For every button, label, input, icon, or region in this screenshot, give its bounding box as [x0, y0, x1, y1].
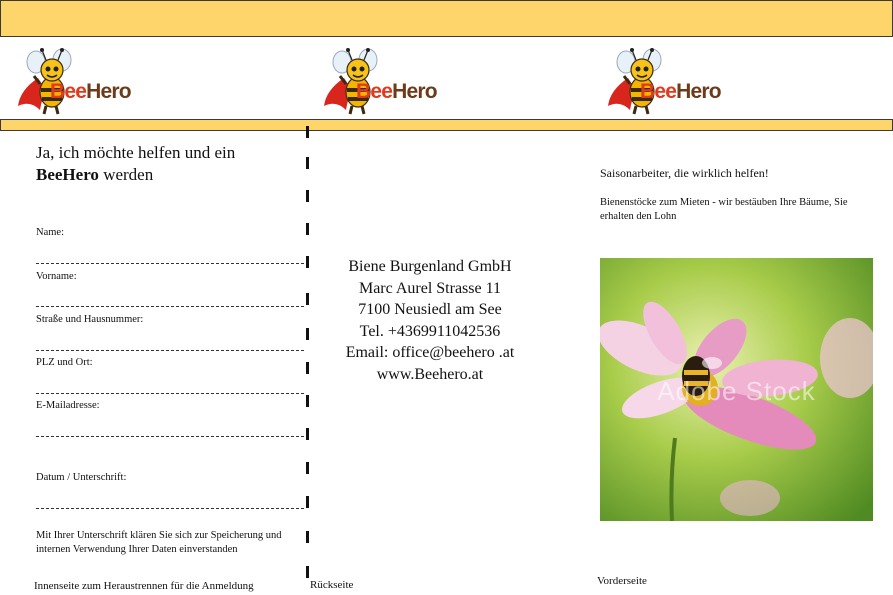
vorname-field-label: Vorname: — [36, 271, 77, 282]
company-name: Biene Burgenland GmbH — [348, 258, 512, 275]
website: www.Beehero.at — [376, 365, 484, 383]
beehero-logo — [322, 40, 462, 118]
plz-field-label: PLZ und Ort: — [36, 357, 93, 368]
bee-mascot-icon — [606, 40, 686, 118]
email-field-label: E-Mailadresse: — [36, 400, 100, 411]
consent-text: Mit Ihrer Unterschrift klären Sie sich zur Speicherung und internen Verwendung Ihrer Daten einverstanden — [36, 530, 282, 555]
street: Marc Aurel Strasse 11 — [358, 279, 502, 297]
middle-yellow-band — [0, 119, 893, 131]
signature-field-label: Datum / Unterschrift: — [36, 472, 127, 483]
slogan: Saisonarbeiter, die wirklich helfen! — [600, 166, 769, 180]
email: Email: office@beehero .at — [345, 344, 515, 362]
logo-wordmark: BeeHero — [50, 80, 131, 103]
vorname-field-line[interactable] — [36, 306, 304, 307]
city: 7100 Neusiedl am See — [358, 301, 502, 319]
right-panel-footer: Vorderseite — [597, 575, 647, 587]
middle-panel-footer: Rückseite — [310, 579, 354, 591]
logo-wordmark: BeeHero — [356, 80, 437, 103]
beehero-logo — [606, 40, 746, 118]
name-field-label: Name: — [36, 227, 64, 238]
email-field-line[interactable] — [36, 436, 304, 437]
signup-title: Ja, ich möchte helfen und ein BeeHero werden — [36, 143, 236, 184]
top-yellow-band — [0, 0, 893, 37]
phone: Tel. +4369911042536 — [359, 322, 501, 340]
signature-field-line[interactable] — [36, 508, 304, 509]
stock-watermark: Adobe Stock — [657, 376, 816, 406]
plz-field-line[interactable] — [36, 393, 304, 394]
company-address — [320, 256, 540, 386]
bee-flower-photo — [600, 258, 873, 521]
name-field-line[interactable] — [36, 263, 304, 264]
left-panel-footer: Innenseite zum Heraustrennen für die Anmeldung — [34, 580, 254, 592]
beehero-logo — [16, 40, 156, 118]
bee-mascot-icon — [16, 40, 96, 118]
logo-wordmark: BeeHero — [640, 80, 721, 103]
description: Bienenstöcke zum Mieten - wir bestäuben Ihre Bäume, Sie erhalten den Lohn — [600, 197, 848, 222]
street-field-line[interactable] — [36, 350, 304, 351]
street-field-label: Straße und Hausnummer: — [36, 314, 144, 325]
bee-mascot-icon — [322, 40, 402, 118]
